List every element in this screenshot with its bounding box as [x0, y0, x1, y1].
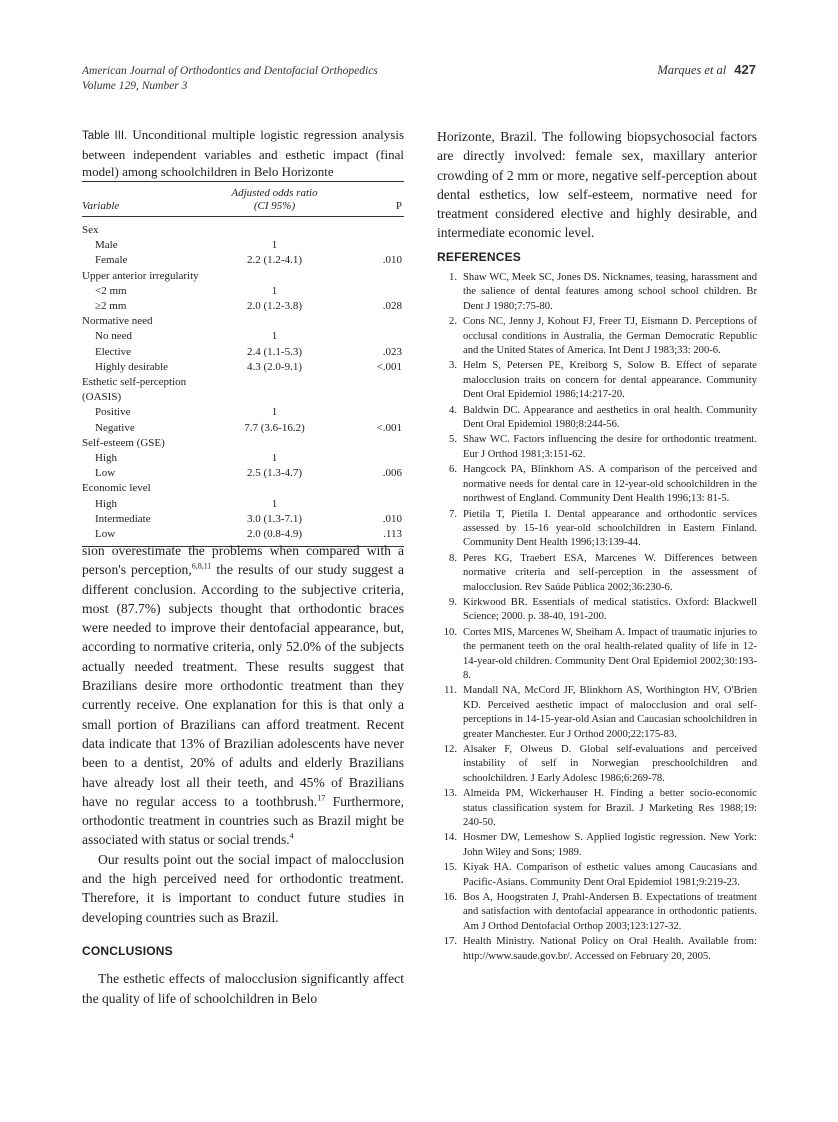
reference-item	[437, 891, 757, 934]
odds-ratio-cell: 2.2 (1.2-4.1)	[247, 254, 302, 267]
table-row	[82, 314, 404, 329]
table-row	[82, 405, 404, 420]
variable-cell: Low	[95, 528, 116, 541]
reference-text: Hosmer DW, Lemeshow S. Applied logistic regression. New York: John Wiley and Sons; 1989.	[463, 832, 757, 858]
col-p: P	[395, 200, 402, 212]
reference-item	[437, 508, 757, 551]
table-row	[82, 284, 404, 299]
reference-item	[437, 315, 757, 358]
reference-text: Helm S, Petersen PE, Kreiborg S, Solow B. Effect of separate malocclusion traits on concern for dental appearance. Community Dent Oral Epidemiol 1986;14:217-20.	[463, 360, 757, 401]
table-row	[82, 436, 404, 451]
reference-number: 15.	[443, 862, 457, 874]
p-value-cell	[342, 436, 404, 451]
variable-cell: High	[95, 497, 117, 510]
p-value-cell	[342, 451, 404, 466]
reference-item	[437, 787, 757, 830]
odds-ratio-cell	[207, 436, 342, 451]
odds-ratio-cell	[207, 269, 342, 284]
odds-ratio-cell: 3.0 (1.3-7.1)	[247, 512, 302, 525]
reference-number: 5.	[449, 434, 457, 446]
reference-number: 2.	[449, 316, 457, 328]
variable-cell: Low	[95, 467, 116, 480]
regression-table	[82, 181, 404, 547]
table-row	[82, 481, 404, 496]
odds-ratio-cell: 2.0 (1.2-3.8)	[247, 300, 302, 313]
reference-item	[437, 861, 757, 890]
p-value-cell	[342, 481, 404, 496]
variable-cell: High	[95, 452, 117, 465]
reference-text: Cons NC, Jenny J, Kohout FJ, Freer TJ, Eismann D. Perceptions of occlusal conditions in Australia, the German Democratic Republic and the United States of America. Int Dent J 1983;33: 200-6.	[463, 316, 757, 357]
p-value-cell	[342, 329, 404, 344]
table-row	[82, 421, 404, 436]
authors: Marques et al	[657, 63, 727, 77]
table-row	[82, 360, 404, 375]
table-row	[82, 345, 404, 360]
table-row	[82, 269, 404, 284]
p-value-cell: <.001	[376, 421, 402, 434]
odds-ratio-cell	[207, 314, 342, 329]
variable-cell: Female	[95, 254, 128, 267]
table-label: Table III.	[82, 130, 128, 142]
page-number: 427	[734, 62, 756, 77]
reference-item	[437, 552, 757, 595]
odds-ratio-cell: 2.4 (1.1-5.3)	[247, 345, 302, 358]
table-row	[82, 466, 404, 481]
reference-number: 9.	[449, 596, 457, 608]
variable-cell: Upper anterior irregularity	[82, 269, 199, 282]
reference-text: Bos A, Hoogstraten J, Prahl-Andersen B. Expectations of treatment and satisfaction with dentofacial appearance in orthodontic patients. Am J Orthod Dentofacial Orthop 2003;123:127-32.	[463, 892, 757, 932]
reference-item	[437, 433, 757, 462]
table-row	[82, 375, 404, 405]
table-row	[82, 497, 404, 512]
reference-text: Baldwin DC. Appearance and aesthetics in oral health. Community Dent Oral Epidemiol 1980;8:244-56.	[463, 404, 757, 431]
running-header-right	[657, 62, 756, 78]
p-value-cell	[342, 497, 404, 512]
variable-cell: Male	[95, 239, 118, 252]
odds-ratio-cell: 7.7 (3.6-16.2)	[244, 421, 305, 434]
p-value-cell: .113	[383, 528, 402, 541]
reference-number: 13.	[443, 788, 457, 800]
p-value-cell: .010	[382, 512, 402, 525]
variable-cell: No need	[95, 330, 132, 343]
reference-number: 3.	[449, 360, 457, 372]
reference-text: Pietila T, Pietila I. Dental appearance and orthodontic services assessed by 15-16 year-old schoolchildren in Eastern Finland. Community Dent Health 1996;13:139-44.	[463, 508, 757, 549]
table-row	[82, 512, 404, 527]
reference-text: Hangcock PA, Blinkhorn AS. A comparison of the perceived and normative needs for dental care in 12-year-old schoolchildren in the northwest of England. Community Dent Health 1996;13: 81-5.	[463, 464, 757, 505]
odds-ratio-cell: 1	[271, 497, 278, 510]
reference-number: 4.	[449, 404, 457, 416]
p-value-cell: .006	[382, 467, 402, 480]
variable-cell: Self-esteem (GSE)	[82, 436, 165, 449]
references-heading: REFERENCES	[437, 250, 522, 264]
reference-number: 11.	[444, 685, 457, 697]
p-value-cell: .023	[382, 345, 402, 358]
references-section	[437, 250, 757, 965]
references-list	[437, 271, 757, 964]
conclusions-heading: CONCLUSIONS	[82, 943, 173, 958]
reference-item	[437, 404, 757, 433]
variable-cell: Positive	[95, 406, 131, 419]
table-row	[82, 299, 404, 314]
variable-cell: Intermediate	[95, 512, 151, 525]
p-value-cell	[342, 405, 404, 420]
reference-text: Alsaker F, Olweus D. Global self-evaluations and perceived instability of self in Norwegian preschoolchildren and schoolchildren. J Early Adolesc 1986;6:269-78.	[463, 744, 757, 784]
p-value-cell	[342, 314, 404, 329]
reference-number: 10.	[443, 626, 457, 638]
table-header-row	[82, 182, 404, 217]
paragraph: Horizonte, Brazil. The following biopsychosocial factors are directly involved: female sex, maxillary anterior crowding of 2 mm or more, negative self-perception about dental esthetics, low self-esteem, normative need for treatment considered elective and highly desirable, and intermediate economic level.	[437, 129, 757, 241]
p-value-cell	[342, 217, 404, 239]
reference-text: Peres KG, Traebert ESA, Marcenes W. Differences between normative criteria and self-perception in the assessment of malocclusion. Rev Saúde Pública 2002;36:230-6.	[463, 552, 757, 593]
odds-ratio-cell	[207, 481, 342, 496]
p-value-cell	[342, 375, 404, 405]
reference-item	[437, 935, 757, 964]
table-row	[82, 451, 404, 466]
table-caption-text: Unconditional multiple logistic regression analysis between independent variables and esthetic impact (final model) among schoolchildren in Belo Horizonte	[82, 127, 405, 179]
reference-item	[437, 271, 757, 314]
variable-cell: Esthetic self-perception (OASIS)	[82, 376, 187, 404]
table-row	[82, 253, 404, 268]
odds-ratio-cell: 1	[271, 284, 278, 297]
reference-number: 17.	[443, 936, 457, 948]
reference-item	[437, 831, 757, 860]
p-value-cell: .028	[382, 300, 402, 313]
col-odds-ratio: Adjusted odds ratio (CI 95%)	[231, 187, 318, 212]
paragraph: Our results point out the social impact of malocclusion and the high perceived need for orthodontic treatment. Therefore, it is important to conduct future studies in developing countries such as Brazil.	[82, 851, 404, 925]
reference-number: 12.	[443, 744, 457, 755]
odds-ratio-cell: 1	[271, 239, 278, 252]
reference-item	[437, 359, 757, 402]
p-value-cell: .010	[382, 254, 402, 267]
variable-cell: Highly desirable	[95, 360, 169, 373]
p-value-cell: <.001	[376, 360, 402, 373]
odds-ratio-cell: 1	[271, 406, 278, 419]
reference-text: Kiyak HA. Comparison of esthetic values among Caucasians and Pacific-Asians. Community Dent Oral Epidemiol 1981;9:219-23.	[463, 862, 757, 888]
reference-number: 14.	[443, 832, 457, 844]
running-header-left	[82, 64, 378, 94]
journal-name: American Journal of Orthodontics and Dentofacial Orthopedics	[82, 65, 378, 77]
odds-ratio-cell: 4.3 (2.0-9.1)	[247, 360, 302, 373]
reference-text: Shaw WC. Factors influencing the desire for orthodontic treatment. Eur J Orthod 1981;3:151-62.	[463, 434, 757, 460]
odds-ratio-cell: 1	[271, 330, 278, 343]
reference-text: Cortes MIS, Marcenes W, Sheiham A. Impact of traumatic injuries to the permanent teeth on the oral health-related quality of life in 12-14-year-old children. Community Dent Oral Epidemiol 2002;30:193-8.	[463, 626, 757, 681]
paragraph: The esthetic effects of malocclusion significantly affect the quality of life of schoolchildren in Belo	[82, 971, 404, 1006]
odds-ratio-cell	[207, 375, 342, 405]
variable-cell: Sex	[82, 224, 99, 236]
paragraph: sion overestimate the problems when compared with a person's perception,$^{6,8,11}$ the results of our study suggest a different conclusion. According to the subjective criteria, most (87.7%) subjects thought that orthodontic braces were needed to improve their dentofacial appearance, but, according to normative criteria, only 52.0% of the subjects actually needed treatment. These results suggest that Brazilians desire more orthodontic treatment than they currently receive. One explanation for this is that only a small portion of Brazilians can afford treatment. Recent data indicate that 13% of Brazilian adolescents have never been to a dentist, 20% of adults and elderly Brazilians have already lost all their teeth, and 45% of Brazilians have no regular access to a toothbrush.$^{17}$ Furthermore, orthodontic treatment in countries such as Brazil might be associated with status or social trends.$^4$	[82, 543, 404, 848]
table-row	[82, 217, 404, 239]
reference-number: 1.	[449, 272, 457, 283]
reference-item	[437, 463, 757, 506]
p-value-cell	[342, 284, 404, 299]
odds-ratio-cell: 2.5 (1.3-4.7)	[247, 467, 302, 480]
reference-text: Almeida PM, Wickerhauser H. Finding a better socio-economic status classification system for Brazil. J Marketing Res 1988;19: 240-50.	[463, 788, 757, 829]
right-body-text	[437, 127, 757, 243]
reference-item	[437, 626, 757, 684]
variable-cell: Economic level	[82, 482, 151, 495]
journal-volume: Volume 129, Number 3	[82, 80, 188, 92]
reference-number: 7.	[449, 508, 457, 520]
table-caption	[82, 126, 404, 181]
reference-text: Health Ministry. National Policy on Oral Health. Available from: http://www.saude.gov.br/. Accessed on February 20, 2005.	[463, 936, 757, 962]
variable-cell: Elective	[95, 345, 132, 358]
variable-cell: <2 mm	[95, 284, 127, 297]
reference-item	[437, 596, 757, 625]
p-value-cell	[342, 238, 404, 253]
reference-item	[437, 684, 757, 742]
reference-text: Shaw WC, Meek SC, Jones DS. Nicknames, teasing, harassment and the salience of dental features among school school children. Br Dent J 1980;7:75-80.	[463, 272, 757, 312]
left-body-text	[82, 541, 404, 1008]
reference-number: 8.	[449, 552, 457, 564]
variable-cell: Normative need	[82, 315, 153, 328]
reference-text: Kirkwood BR. Essentials of medical statistics. Oxford: Blackwell Science; 2000. p. 38-40, 191-200.	[463, 596, 757, 623]
variable-cell: ≥2 mm	[95, 300, 127, 313]
col-variable: Variable	[82, 200, 120, 212]
odds-ratio-cell: 2.0 (0.8-4.9)	[247, 528, 302, 541]
reference-text: Mandall NA, McCord JF, Blinkhorn AS, Worthington HV, O'Brien KD. Perceived aesthetic impact of malocclusion and oral self-perceptions in 14-15-year-old Asian and Caucasian schoolchildren in greater Manchester. Eur J Orthod 2000;22:175-83.	[463, 685, 757, 740]
reference-number: 16.	[443, 892, 457, 904]
table-row	[82, 238, 404, 253]
odds-ratio-cell: 1	[271, 452, 278, 465]
reference-item	[437, 743, 757, 786]
p-value-cell	[342, 269, 404, 284]
odds-ratio-cell	[207, 217, 342, 239]
variable-cell: Negative	[95, 421, 135, 434]
table-row	[82, 329, 404, 344]
reference-number: 6.	[449, 464, 457, 476]
